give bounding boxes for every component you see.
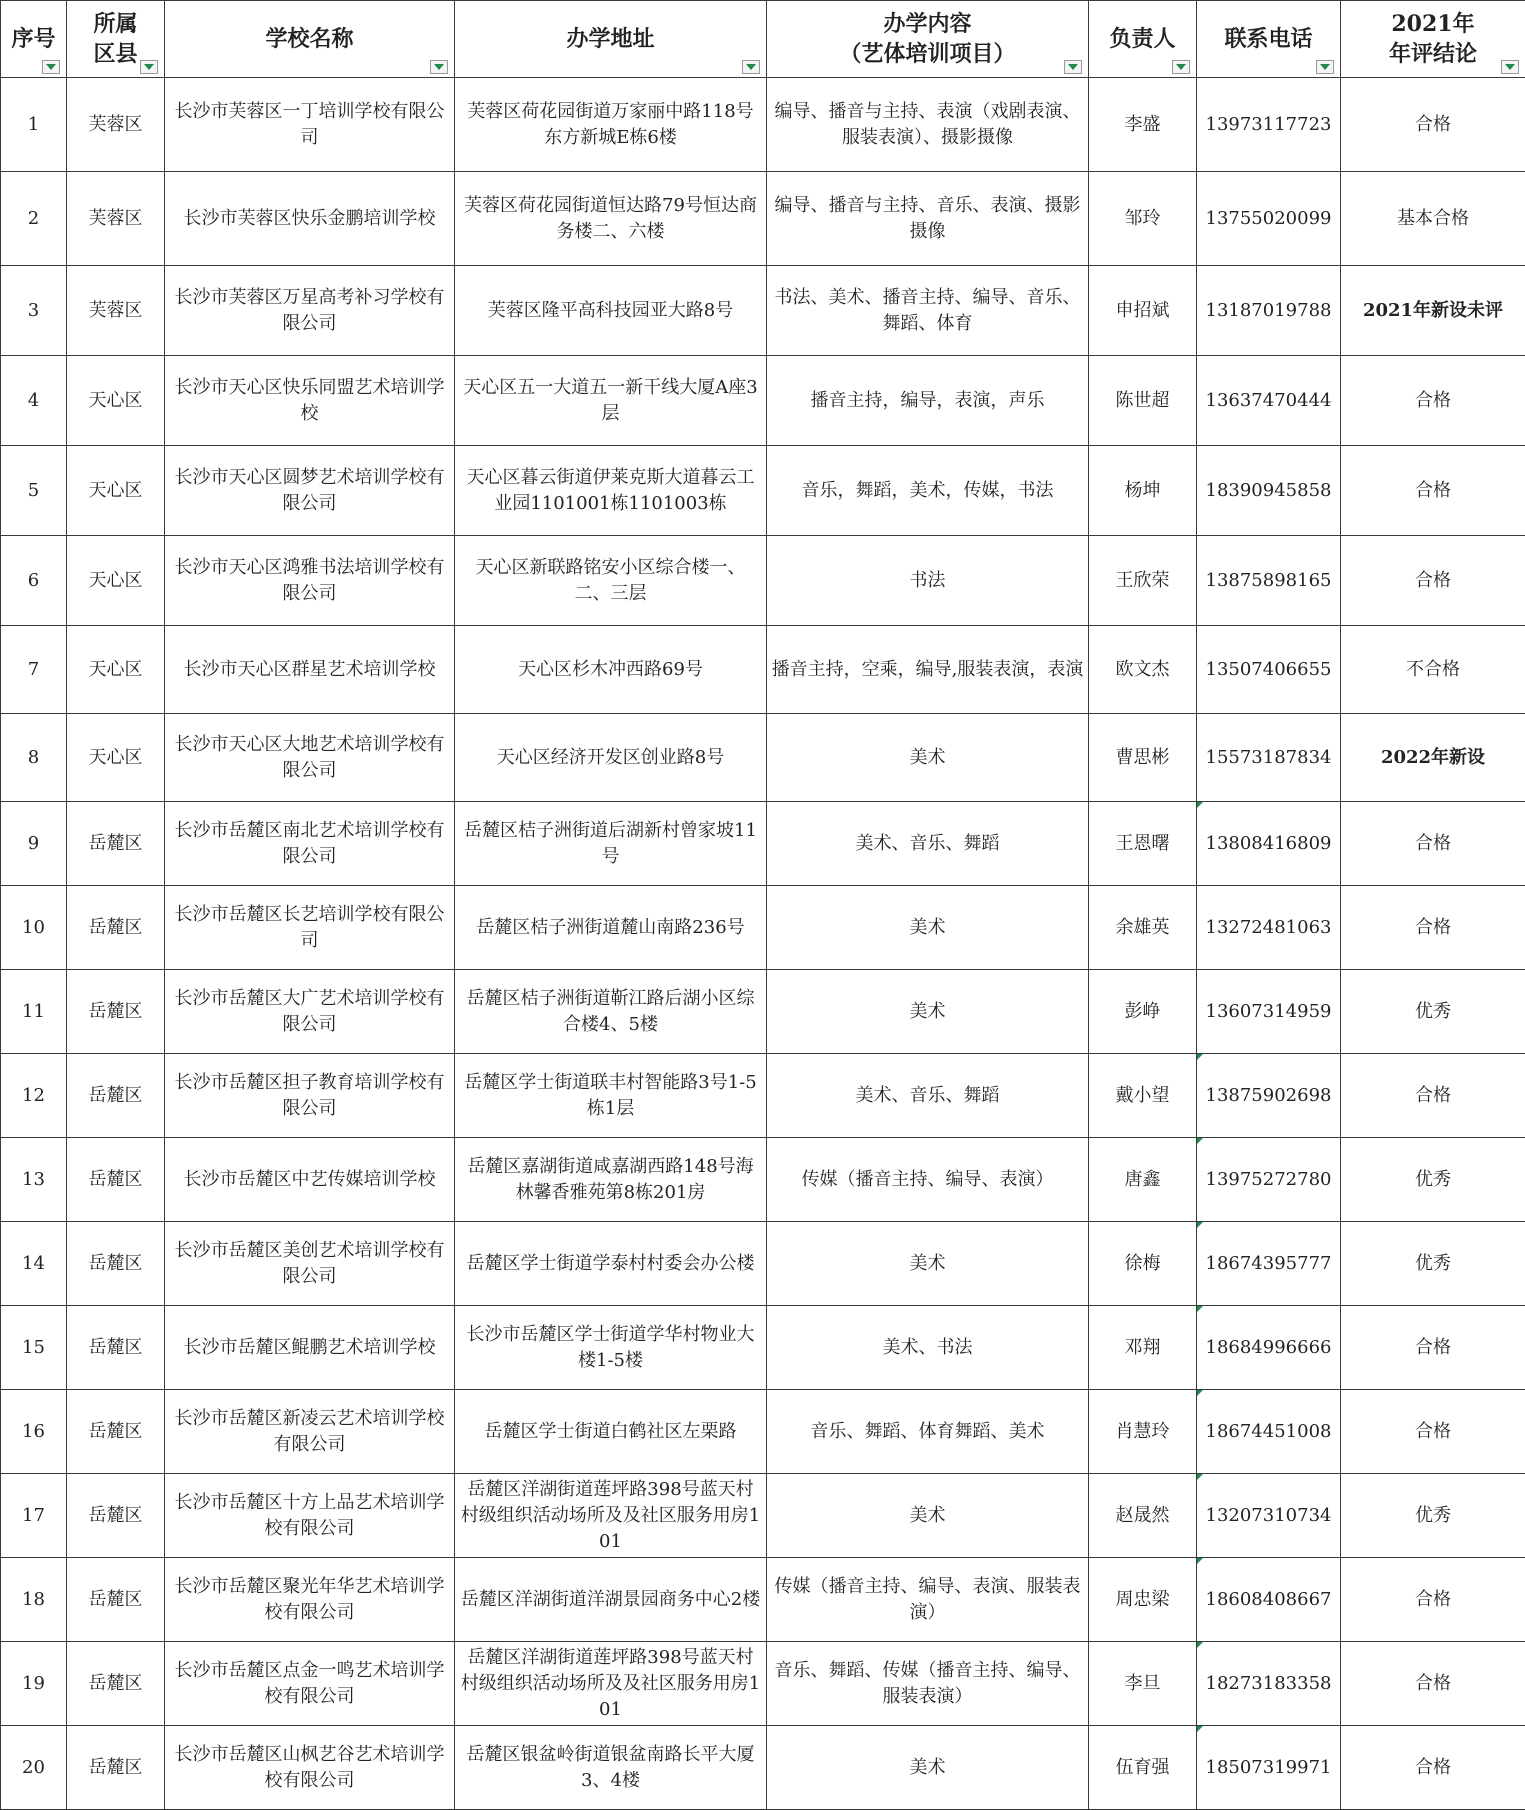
comment-marker-icon	[1197, 1558, 1203, 1564]
cell-address[interactable]: 岳麓区桔子洲街道靳江路后湖小区综合楼4、5楼	[455, 970, 767, 1054]
cell-eval[interactable]: 合格	[1341, 1054, 1525, 1138]
comment-marker-icon	[1197, 1390, 1203, 1396]
cell-district[interactable]: 岳麓区	[67, 1138, 165, 1222]
cell-person[interactable]: 邹玲	[1089, 172, 1197, 266]
cell-person[interactable]: 伍育强	[1089, 1726, 1197, 1810]
filter-dropdown-icon[interactable]	[1501, 60, 1519, 74]
cell-seq[interactable]: 13	[1, 1138, 67, 1222]
cell-seq[interactable]: 11	[1, 970, 67, 1054]
cell-seq[interactable]: 14	[1, 1222, 67, 1306]
cell-district[interactable]: 岳麓区	[67, 802, 165, 886]
cell-address[interactable]: 天心区新联路铭安小区综合楼一、二、三层	[455, 536, 767, 626]
comment-marker-icon	[1197, 1054, 1203, 1060]
cell-seq[interactable]: 16	[1, 1390, 67, 1474]
cell-person[interactable]: 邓翔	[1089, 1306, 1197, 1390]
cell-phone[interactable]: 18390945858	[1197, 446, 1341, 536]
cell-phone[interactable]: 13875898165	[1197, 536, 1341, 626]
cell-content[interactable]: 美术	[767, 1474, 1089, 1558]
cell-content[interactable]: 音乐、舞蹈、传媒（播音主持、编导、服装表演）	[767, 1642, 1089, 1726]
cell-address[interactable]: 天心区经济开发区创业路8号	[455, 714, 767, 802]
cell-school[interactable]: 长沙市岳麓区长艺培训学校有限公司	[165, 886, 455, 970]
cell-seq[interactable]: 3	[1, 266, 67, 356]
cell-school[interactable]: 长沙市天心区群星艺术培训学校	[165, 626, 455, 714]
cell-eval[interactable]: 合格	[1341, 1390, 1525, 1474]
cell-school[interactable]: 长沙市天心区大地艺术培训学校有限公司	[165, 714, 455, 802]
cell-content[interactable]: 传媒（播音主持、编导、表演）	[767, 1138, 1089, 1222]
cell-seq[interactable]: 2	[1, 172, 67, 266]
cell-eval[interactable]: 不合格	[1341, 626, 1525, 714]
cell-person[interactable]: 徐梅	[1089, 1222, 1197, 1306]
table-row	[1, 802, 1525, 886]
cell-district[interactable]: 岳麓区	[67, 1222, 165, 1306]
cell-content[interactable]: 音乐，舞蹈，美术，传媒，书法	[767, 446, 1089, 536]
cell-district[interactable]: 岳麓区	[67, 1642, 165, 1726]
table-row	[1, 446, 1525, 536]
cell-district[interactable]: 芙蓉区	[67, 172, 165, 266]
cell-eval[interactable]: 2021年新设未评	[1341, 266, 1525, 356]
cell-district[interactable]: 岳麓区	[67, 970, 165, 1054]
cell-school[interactable]: 长沙市天心区鸿雅书法培训学校有限公司	[165, 536, 455, 626]
cell-address[interactable]: 岳麓区桔子洲街道后湖新村曾家坡11号	[455, 802, 767, 886]
table-row	[1, 886, 1525, 970]
cell-person[interactable]: 赵晟然	[1089, 1474, 1197, 1558]
cell-school[interactable]: 长沙市岳麓区美创艺术培训学校有限公司	[165, 1222, 455, 1306]
cell-address[interactable]: 岳麓区银盆岭街道银盆南路长平大厦3、4楼	[455, 1726, 767, 1810]
cell-eval[interactable]: 合格	[1341, 1642, 1525, 1726]
cell-school[interactable]: 长沙市岳麓区大广艺术培训学校有限公司	[165, 970, 455, 1054]
cell-seq[interactable]: 5	[1, 446, 67, 536]
cell-content[interactable]: 美术	[767, 714, 1089, 802]
cell-content[interactable]: 美术	[767, 1222, 1089, 1306]
cell-eval[interactable]: 2022年新设	[1341, 714, 1525, 802]
cell-content[interactable]: 音乐、舞蹈、体育舞蹈、美术	[767, 1390, 1089, 1474]
cell-content[interactable]: 美术、书法	[767, 1306, 1089, 1390]
header-school: 学校名称	[165, 1, 455, 78]
cell-person[interactable]: 唐鑫	[1089, 1138, 1197, 1222]
cell-phone[interactable]: 18273183358	[1197, 1642, 1341, 1726]
table-row	[1, 1222, 1525, 1306]
cell-phone[interactable]: 13973117723	[1197, 78, 1341, 172]
comment-marker-icon	[1197, 802, 1203, 808]
cell-school[interactable]: 长沙市天心区圆梦艺术培训学校有限公司	[165, 446, 455, 536]
cell-person[interactable]: 余雄英	[1089, 886, 1197, 970]
cell-eval[interactable]: 优秀	[1341, 1474, 1525, 1558]
cell-district[interactable]: 岳麓区	[67, 1390, 165, 1474]
cell-person[interactable]: 王欣荣	[1089, 536, 1197, 626]
cell-phone[interactable]: 13207310734	[1197, 1474, 1341, 1558]
cell-school[interactable]: 长沙市岳麓区南北艺术培训学校有限公司	[165, 802, 455, 886]
cell-district[interactable]: 天心区	[67, 356, 165, 446]
table-row	[1, 1054, 1525, 1138]
comment-marker-icon	[1197, 1306, 1203, 1312]
cell-school[interactable]: 长沙市天心区快乐同盟艺术培训学校	[165, 356, 455, 446]
cell-eval[interactable]: 合格	[1341, 1306, 1525, 1390]
cell-school[interactable]: 长沙市岳麓区山枫艺谷艺术培训学校有限公司	[165, 1726, 455, 1810]
cell-address[interactable]: 岳麓区桔子洲街道麓山南路236号	[455, 886, 767, 970]
cell-phone[interactable]: 18674451008	[1197, 1390, 1341, 1474]
cell-phone[interactable]: 13187019788	[1197, 266, 1341, 356]
header-phone: 联系电话	[1197, 1, 1341, 78]
cell-eval[interactable]: 合格	[1341, 356, 1525, 446]
cell-address[interactable]: 岳麓区学士街道白鹤社区左栗路	[455, 1390, 767, 1474]
cell-school[interactable]: 长沙市岳麓区点金一鸣艺术培训学校有限公司	[165, 1642, 455, 1726]
cell-content[interactable]: 传媒（播音主持、编导、表演、服装表演）	[767, 1558, 1089, 1642]
cell-eval[interactable]: 合格	[1341, 78, 1525, 172]
comment-marker-icon	[1197, 1138, 1203, 1144]
cell-content[interactable]: 美术	[767, 1726, 1089, 1810]
cell-person[interactable]: 周忠梁	[1089, 1558, 1197, 1642]
cell-eval[interactable]: 合格	[1341, 886, 1525, 970]
cell-school[interactable]: 长沙市芙蓉区快乐金鹏培训学校	[165, 172, 455, 266]
cell-district[interactable]: 岳麓区	[67, 1054, 165, 1138]
cell-district[interactable]: 岳麓区	[67, 1558, 165, 1642]
cell-address[interactable]: 芙蓉区荷花园街道万家丽中路118号东方新城E栋6楼	[455, 78, 767, 172]
table-row	[1, 626, 1525, 714]
cell-person[interactable]: 肖慧玲	[1089, 1390, 1197, 1474]
header-eval: 2021年 年评结论	[1341, 1, 1525, 78]
comment-marker-icon	[1197, 1726, 1203, 1732]
table-row	[1, 970, 1525, 1054]
cell-phone[interactable]: 15573187834	[1197, 714, 1341, 802]
cell-content[interactable]: 美术	[767, 970, 1089, 1054]
cell-school[interactable]: 长沙市岳麓区十方上品艺术培训学校有限公司	[165, 1474, 455, 1558]
cell-district[interactable]: 天心区	[67, 714, 165, 802]
header-content: 办学内容 （艺体培训项目）	[767, 1, 1089, 78]
cell-address[interactable]: 长沙市岳麓区学士街道学华村物业大楼1-5楼	[455, 1306, 767, 1390]
table-row	[1, 536, 1525, 626]
cell-seq[interactable]: 12	[1, 1054, 67, 1138]
cell-person[interactable]: 李旦	[1089, 1642, 1197, 1726]
cell-eval[interactable]: 合格	[1341, 802, 1525, 886]
cell-seq[interactable]: 20	[1, 1726, 67, 1810]
header-row	[1, 1, 1525, 78]
cell-phone[interactable]: 13875902698	[1197, 1054, 1341, 1138]
cell-person[interactable]: 李盛	[1089, 78, 1197, 172]
cell-phone[interactable]: 13637470444	[1197, 356, 1341, 446]
cell-school[interactable]: 长沙市岳麓区聚光年华艺术培训学校有限公司	[165, 1558, 455, 1642]
cell-seq[interactable]: 7	[1, 626, 67, 714]
cell-phone[interactable]: 13607314959	[1197, 970, 1341, 1054]
cell-district[interactable]: 岳麓区	[67, 1306, 165, 1390]
cell-eval[interactable]: 基本合格	[1341, 172, 1525, 266]
header-person: 负责人	[1089, 1, 1197, 78]
cell-eval[interactable]: 合格	[1341, 446, 1525, 536]
cell-content[interactable]: 播音主持，空乘，编导,服装表演，表演	[767, 626, 1089, 714]
cell-school[interactable]: 长沙市芙蓉区万星高考补习学校有限公司	[165, 266, 455, 356]
header-seq: 序号	[1, 1, 67, 78]
cell-seq[interactable]: 19	[1, 1642, 67, 1726]
cell-seq[interactable]: 15	[1, 1306, 67, 1390]
filter-dropdown-icon[interactable]	[1316, 60, 1334, 74]
cell-eval[interactable]: 优秀	[1341, 1222, 1525, 1306]
cell-person[interactable]: 陈世超	[1089, 356, 1197, 446]
cell-address[interactable]: 芙蓉区荷花园街道恒达路79号恒达商务楼二、六楼	[455, 172, 767, 266]
cell-address[interactable]: 天心区五一大道五一新干线大厦A座3层	[455, 356, 767, 446]
cell-district[interactable]: 天心区	[67, 536, 165, 626]
cell-seq[interactable]: 18	[1, 1558, 67, 1642]
cell-school[interactable]: 长沙市芙蓉区一丁培训学校有限公司	[165, 78, 455, 172]
cell-phone[interactable]: 18608408667	[1197, 1558, 1341, 1642]
filter-dropdown-icon[interactable]	[140, 60, 158, 74]
cell-phone[interactable]: 13507406655	[1197, 626, 1341, 714]
cell-address[interactable]: 岳麓区洋湖街道洋湖景园商务中心2楼	[455, 1558, 767, 1642]
cell-district[interactable]: 岳麓区	[67, 1474, 165, 1558]
cell-school[interactable]: 长沙市岳麓区担子教育培训学校有限公司	[165, 1054, 455, 1138]
filter-dropdown-icon[interactable]	[430, 60, 448, 74]
cell-seq[interactable]: 6	[1, 536, 67, 626]
cell-seq[interactable]: 8	[1, 714, 67, 802]
table-row	[1, 1138, 1525, 1222]
cell-phone[interactable]: 13808416809	[1197, 802, 1341, 886]
header-address: 办学地址	[455, 1, 767, 78]
cell-content[interactable]: 书法	[767, 536, 1089, 626]
cell-seq[interactable]: 9	[1, 802, 67, 886]
table-row	[1, 172, 1525, 266]
cell-school[interactable]: 长沙市岳麓区新凌云艺术培训学校有限公司	[165, 1390, 455, 1474]
filter-dropdown-icon[interactable]	[42, 60, 60, 74]
cell-phone[interactable]: 18674395777	[1197, 1222, 1341, 1306]
cell-seq[interactable]: 17	[1, 1474, 67, 1558]
comment-marker-icon	[1197, 1222, 1203, 1228]
comment-marker-icon	[1197, 1642, 1203, 1648]
cell-eval[interactable]: 合格	[1341, 1726, 1525, 1810]
cell-eval[interactable]: 合格	[1341, 1558, 1525, 1642]
cell-person[interactable]: 彭峥	[1089, 970, 1197, 1054]
filter-dropdown-icon[interactable]	[1172, 60, 1190, 74]
cell-content[interactable]: 美术	[767, 886, 1089, 970]
cell-address[interactable]: 岳麓区学士街道学泰村村委会办公楼	[455, 1222, 767, 1306]
cell-phone[interactable]: 18507319971	[1197, 1726, 1341, 1810]
filter-dropdown-icon[interactable]	[742, 60, 760, 74]
cell-content[interactable]: 编导、播音与主持、音乐、表演、摄影摄像	[767, 172, 1089, 266]
table-row	[1, 1306, 1525, 1390]
table-row	[1, 1474, 1525, 1558]
cell-seq[interactable]: 10	[1, 886, 67, 970]
cell-district[interactable]: 岳麓区	[67, 886, 165, 970]
table-row	[1, 78, 1525, 172]
cell-address[interactable]: 天心区暮云街道伊莱克斯大道暮云工业园1101001栋1101003栋	[455, 446, 767, 536]
cell-phone[interactable]: 13975272780	[1197, 1138, 1341, 1222]
table-row	[1, 356, 1525, 446]
cell-person[interactable]: 欧文杰	[1089, 626, 1197, 714]
table-row	[1, 1558, 1525, 1642]
cell-address[interactable]: 岳麓区学士街道联丰村智能路3号1-5栋1层	[455, 1054, 767, 1138]
cell-phone[interactable]: 13272481063	[1197, 886, 1341, 970]
cell-district[interactable]: 天心区	[67, 446, 165, 536]
cell-content[interactable]: 播音主持，编导，表演，声乐	[767, 356, 1089, 446]
cell-content[interactable]: 美术、音乐、舞蹈	[767, 1054, 1089, 1138]
comment-marker-icon	[1197, 1474, 1203, 1480]
cell-address[interactable]: 岳麓区洋湖街道莲坪路398号蓝天村村级组织活动场所及及社区服务用房101	[455, 1642, 767, 1726]
cell-content[interactable]: 美术、音乐、舞蹈	[767, 802, 1089, 886]
table-row	[1, 1726, 1525, 1810]
cell-person[interactable]: 申招斌	[1089, 266, 1197, 356]
cell-content[interactable]: 编导、播音与主持、表演（戏剧表演、服装表演）、摄影摄像	[767, 78, 1089, 172]
cell-seq[interactable]: 1	[1, 78, 67, 172]
cell-person[interactable]: 戴小望	[1089, 1054, 1197, 1138]
cell-district[interactable]: 岳麓区	[67, 1726, 165, 1810]
cell-address[interactable]: 岳麓区洋湖街道莲坪路398号蓝天村村级组织活动场所及及社区服务用房101	[455, 1474, 767, 1558]
cell-district[interactable]: 芙蓉区	[67, 266, 165, 356]
cell-eval[interactable]: 优秀	[1341, 1138, 1525, 1222]
cell-district[interactable]: 芙蓉区	[67, 78, 165, 172]
table-row	[1, 1642, 1525, 1726]
table-row	[1, 714, 1525, 802]
cell-address[interactable]: 岳麓区嘉湖街道咸嘉湖西路148号海林馨香雅苑第8栋201房	[455, 1138, 767, 1222]
cell-school[interactable]: 长沙市岳麓区鲲鹏艺术培训学校	[165, 1306, 455, 1390]
table-row	[1, 1390, 1525, 1474]
cell-eval[interactable]: 优秀	[1341, 970, 1525, 1054]
cell-address[interactable]: 芙蓉区隆平高科技园亚大路8号	[455, 266, 767, 356]
cell-person[interactable]: 王恩曙	[1089, 802, 1197, 886]
cell-eval[interactable]: 合格	[1341, 536, 1525, 626]
cell-seq[interactable]: 4	[1, 356, 67, 446]
cell-person[interactable]: 曹思彬	[1089, 714, 1197, 802]
table-row	[1, 266, 1525, 356]
cell-district[interactable]: 天心区	[67, 626, 165, 714]
cell-person[interactable]: 杨坤	[1089, 446, 1197, 536]
cell-school[interactable]: 长沙市岳麓区中艺传媒培训学校	[165, 1138, 455, 1222]
filter-dropdown-icon[interactable]	[1064, 60, 1082, 74]
cell-address[interactable]: 天心区杉木冲西路69号	[455, 626, 767, 714]
cell-content[interactable]: 书法、美术、播音主持、编导、音乐、舞蹈、体育	[767, 266, 1089, 356]
cell-phone[interactable]: 13755020099	[1197, 172, 1341, 266]
header-district: 所属 区县	[67, 1, 165, 78]
cell-phone[interactable]: 18684996666	[1197, 1306, 1341, 1390]
